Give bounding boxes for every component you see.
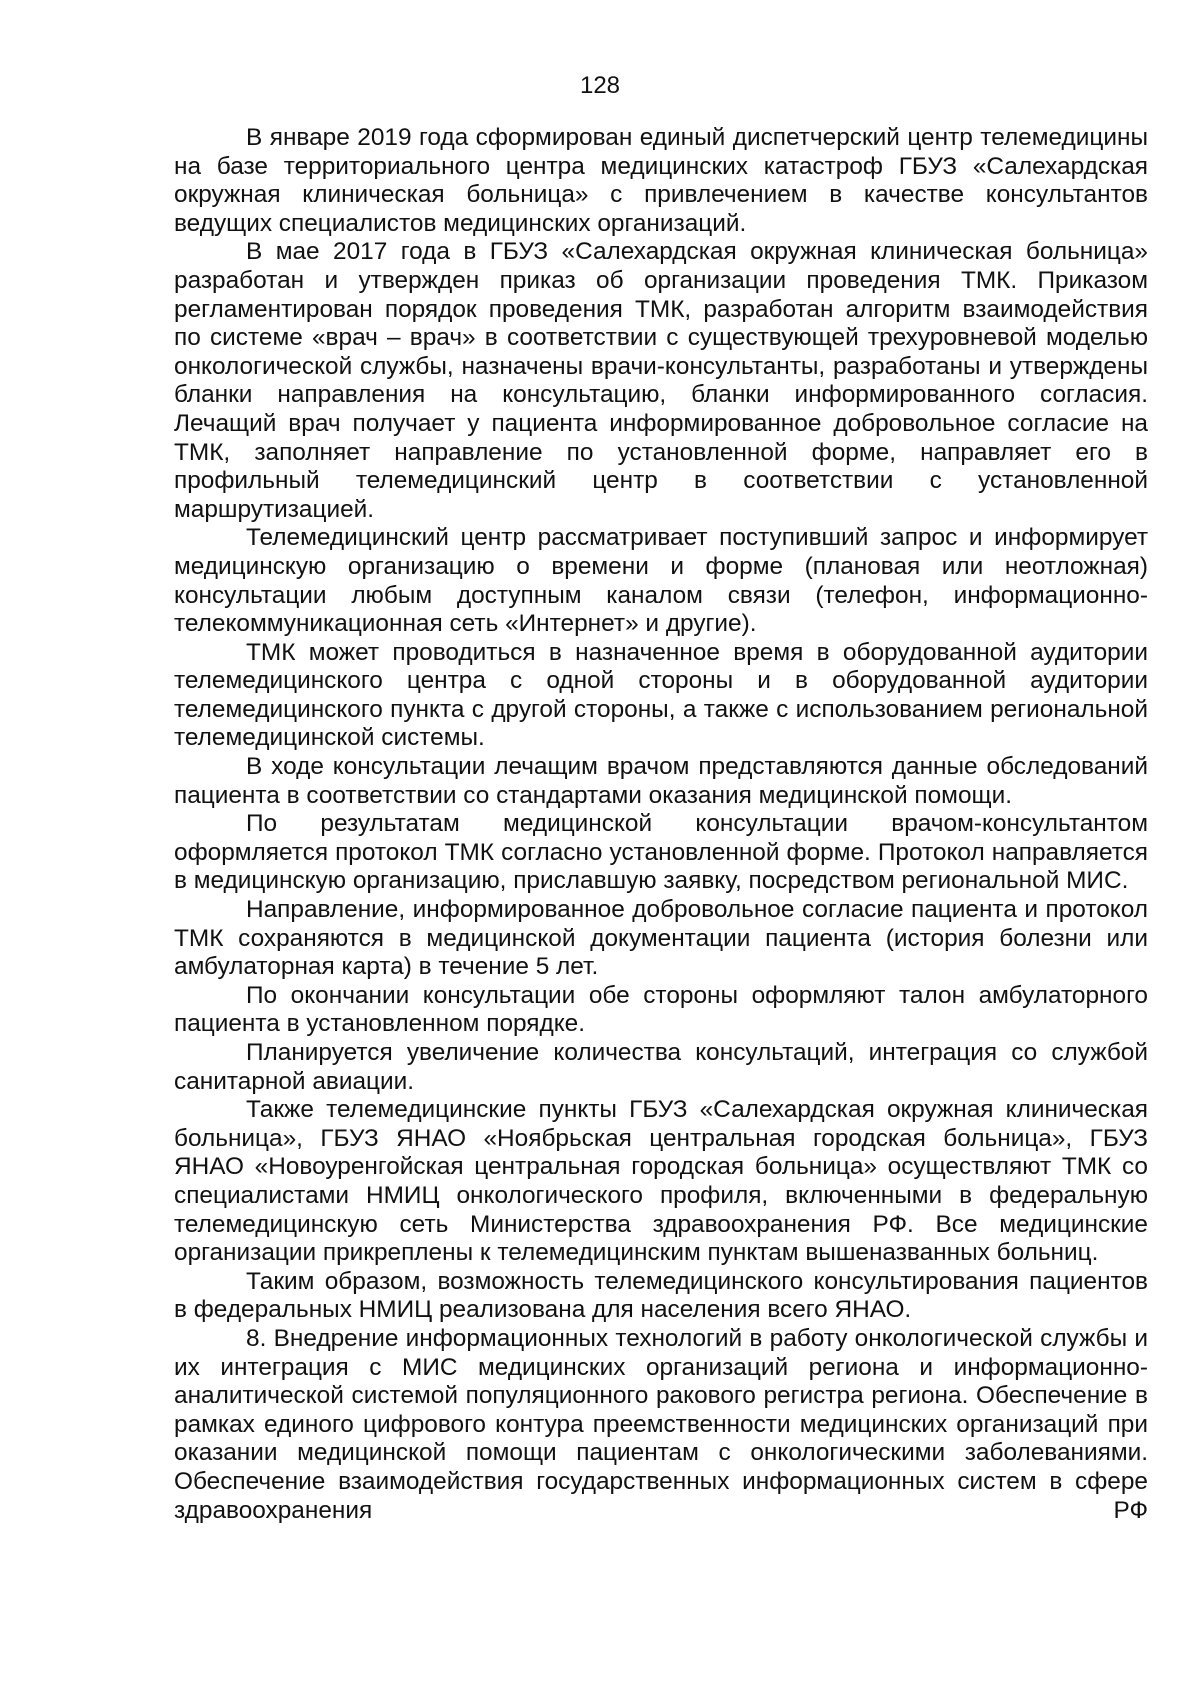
paragraph: В ходе консультации лечащим врачом представляются данные обследований пациента в соответствии со стандартами оказания медицинской помощи. [174,753,1148,809]
paragraph: Планируется увеличение количества консультаций, интеграция со службой санитарной авиации. [174,1039,1148,1095]
paragraph: ТМК может проводиться в назначенное время в оборудованной аудитории телемедицинского центра с одной стороны и в оборудованной аудитории телемедицинского пункта с другой стороны, а также с использованием региональной телемедицинской системы. [174,638,1148,752]
paragraph: По окончании консультации обе стороны оформляют талон амбулаторного пациента в установленном порядке. [174,981,1148,1038]
body-text [174,124,1148,1525]
paragraph: Телемедицинский центр рассматривает поступивший запрос и информирует медицинскую организацию о времени и форме (плановая или неотложная) консультации любым доступным каналом связи (телефон, информационно-телекоммуникационная сеть «Интернет» и другие). [174,524,1148,638]
paragraph: В январе 2019 года сформирован единый диспетчерский центр телемедицины на базе территориального центра медицинских катастроф ГБУЗ «Салехардская окружная клиническая больница» с привлечением в качестве консультантов ведущих специалистов медицинских организаций. [174,124,1148,237]
paragraph: По результатам медицинской консультации врачом-консультантом оформляется протокол ТМК согласно установленной форме. Протокол направляется в медицинскую организацию, приславшую заявку, посредством региональной МИС. [174,810,1148,895]
paragraph: Также телемедицинские пункты ГБУЗ «Салехардская окружная клиническая больница», ГБУЗ ЯНАО «Ноябрьская центральная городская больница», ГБУЗ ЯНАО «Новоуренгойская центральная городская больница» осуществляют ТМК со специалистами НМИЦ онкологического профиля, включенными в федеральную телемедицинскую сеть Министерства здравоохранения РФ. Все медицинские организации прикреплены к телемедицинским пунктам вышеназванных больниц. [174,1096,1148,1267]
paragraph: Таким образом, возможность телемедицинского консультирования пациентов в федеральных НМИЦ реализована для населения всего ЯНАО. [174,1267,1148,1324]
paragraph: Направление, информированное добровольное согласие пациента и протокол ТМК сохраняются в медицинской документации пациента (история болезни или амбулаторная карта) в течение 5 лет. [174,896,1148,981]
page-number: 128 [579,72,621,99]
paragraph: В мае 2017 года в ГБУЗ «Салехардская окружная клиническая больница» разработан и утвержден приказ об организации проведения ТМК. Приказом регламентирован порядок проведения ТМК, разработан алгоритм взаимодействия по системе «врач – врач» в соответствии с существующей трехуровневой моделью онкологической службы, назначены врачи-консультанты, разработаны и утверждены бланки направления на консультацию, бланки информированного согласия. Лечащий врач получает у пациента информированное добровольное согласие на ТМК, заполняет направление по установленной форме, направляет его в профильный телемедицинский центр в соответствии с установленной маршрутизацией. [174,238,1148,523]
paragraph: 8. Внедрение информационных технологий в работу онкологической службы и их интеграция с МИС медицинских организаций региона и информационно-аналитической системой популяционного ракового регистра региона. Обеспечение в рамках единого цифрового контура преемственности медицинских организаций при оказании медицинской помощи пациентам с онкологическими заболеваниями. Обеспечение взаимодействия государственных информационных систем в сфере здравоохранения РФ [174,1324,1148,1524]
